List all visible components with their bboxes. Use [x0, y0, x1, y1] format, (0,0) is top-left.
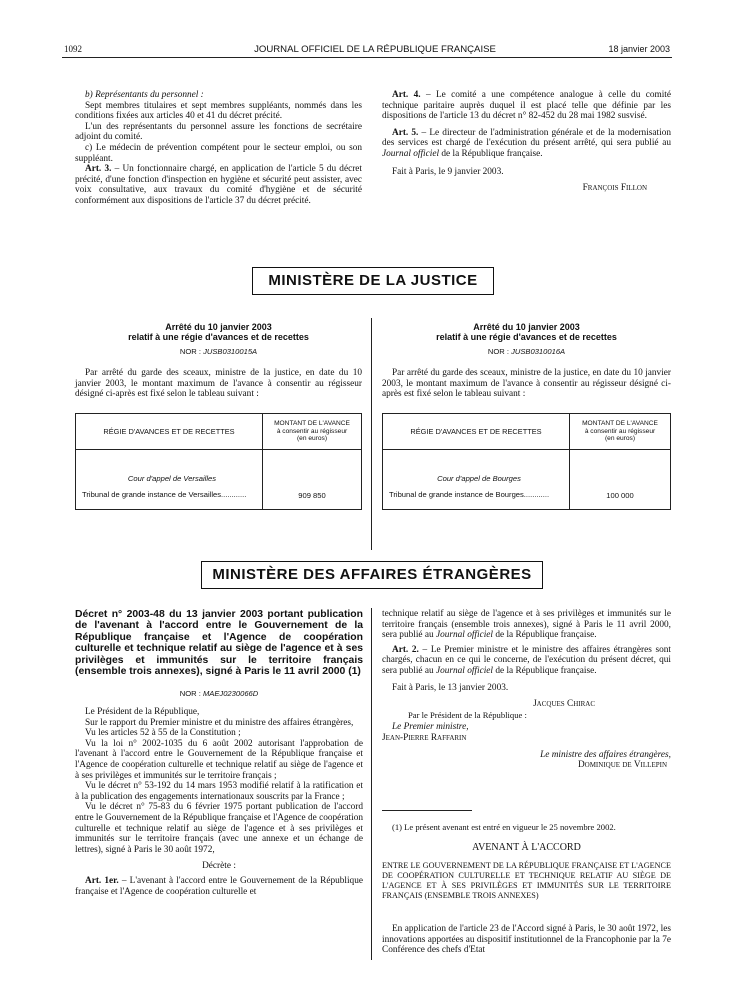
paragraph: L'un des représentants du personnel assure les fonctions de secrétaire adjoint du comité. [75, 121, 362, 143]
paragraph: Vu la loi n° 2002-1035 du 6 août 2002 autorisant l'approbation de l'avenant à l'accord entre le Gouvernement de la République française et l'Agence de coopération culturelle et technique relatif au siège de l'agence et à ses privilèges et immunités sur le territoire français ; [75, 738, 363, 781]
arrete-title-line: relatif à une régie d'avances et de recettes [436, 332, 617, 342]
nor-code: JUSB0310016A [511, 347, 566, 356]
tribunal-name: Tribunal de grande instance de Bourges............ [389, 490, 550, 499]
title-line: Le Premier ministre, [392, 722, 469, 733]
header-line: (en euros) [604, 435, 636, 443]
paragraph: c) Le médecin de prévention compétent pour le secteur emploi, ou son suppléant. [75, 142, 362, 164]
ministry-heading: MINISTÈRE DES AFFAIRES ÉTRANGÈRES [201, 561, 543, 589]
nor-label: NOR : [487, 347, 512, 356]
article-label: Art. 2. [392, 644, 419, 655]
arrete-title-line: relatif à une régie d'avances et de recettes [128, 332, 309, 342]
ministry-heading: MINISTÈRE DE LA JUSTICE [252, 267, 494, 295]
paragraph: Vu le décret n° 53-192 du 14 mars 1953 modifié relatif à la ratification et à la publication des engagements internationaux souscrits par la France ; [75, 781, 363, 802]
court-name: Cour d'appel de Versailles [127, 474, 217, 483]
avenant-body: En application de l'article 23 de l'Accord signé à Paris, le 30 août 1972, les innovations apportées au dispositif institutionnel de la Francophonie par la 7e Conférence des chefs d'Etat [382, 924, 671, 956]
decret-body [75, 707, 363, 897]
title-line: Le ministre des affaires étrangères, [540, 749, 671, 760]
article-text: de la République française. [439, 148, 543, 159]
signature: François Fillon [582, 183, 647, 194]
signature: Jean-Pierre Raffarin [382, 732, 467, 743]
arrete-body: Par arrêté du garde des sceaux, ministre de la justice, en date du 10 janvier 2003, le montant maximum de l'avance à consentir au régisseur désigné ci-après est fixé selon le tableau suivant : [75, 368, 362, 400]
journal-ref: Journal officiel [435, 665, 494, 676]
nor-label: NOR : [179, 347, 204, 356]
decret-right-column [382, 609, 671, 771]
paragraph: b) Représentants du personnel : [85, 90, 204, 100]
article-text: – L'avenant à l'accord entre le Gouvernement de la République française et l'Agence de coopération culturelle et [75, 875, 363, 897]
decrete: Décrète : [202, 861, 236, 872]
arrete-title [75, 322, 362, 342]
amount-cell: 909 850 [263, 450, 362, 510]
header-line: à consentir au régisseur [276, 427, 348, 435]
regie-table [382, 413, 671, 510]
fait-line: Fait à Paris, le 9 janvier 2003. [392, 166, 504, 177]
article-text: – Le comité a une compétence analogue à celle du comité technique paritaire auprès duquel il est placé telle que définie par les dispositions de l'article 13 du décret n° 82-452 du 28 mai 1982 susvisé. [382, 90, 671, 122]
paragraph: Le Président de la République, [85, 707, 200, 717]
amount-cell: 100 000 [570, 450, 671, 510]
continuation [382, 609, 671, 641]
article-label: Art. 3. [85, 164, 112, 175]
footnote: (1) Le présent avenant est entré en vigueur le 25 novembre 2002. [392, 822, 616, 832]
header-line: MONTANT DE L'AVANCE [582, 420, 658, 428]
article-label: Art. 5. [392, 127, 419, 138]
paragraph: Vu les articles 52 à 55 de la Constitution ; [85, 728, 241, 739]
top-left-column [75, 90, 362, 207]
table-cell [76, 450, 263, 510]
header-rule [62, 57, 672, 58]
nor-label: NOR : [179, 689, 203, 698]
article-text: – Le directeur de l'administration générale et de la modernisation des services est chargé de l'exécution du présent arrêté, qui sera publié au [382, 127, 671, 149]
text: de la République française. [493, 630, 597, 641]
nor-code: JUSB0310015A [203, 347, 258, 356]
table-header [263, 414, 362, 450]
arrete-title-line: Arrêté du 10 janvier 2003 [165, 322, 272, 332]
fait-line: Fait à Paris, le 13 janvier 2003. [392, 682, 509, 693]
header-line: (en euros) [296, 435, 328, 443]
paragraph: Vu le décret n° 75-83 du 6 février 1975 portant publication de l'accord entre le Gouvernement de la République française et l'Agence de coopération culturelle et technique relatif au siège de l'agence et à ses privilèges et immunités sur le territoire français (avec une annexe et un échange de lettres), signé à Paris le 30 août 1972, [75, 802, 363, 855]
avenant-subtitle: ENTRE LE GOUVERNEMENT DE LA RÉPUBLIQUE FRANÇAISE ET L'AGENCE DE COOPÉRATION CULTURELLE ET TECHNIQUE RELATIF AU SIÈGE DE L'AGENCE ET À SES PRIVILÈGES ET IMMUNITÉS SUR LE TERRITOIRE FRANÇAIS (ENSEMBLE TROIS ANNEXES) [382, 861, 671, 900]
footnote-rule [382, 810, 472, 811]
article-5 [382, 128, 671, 160]
nor-line [75, 689, 363, 698]
article-text: de la République française. [493, 665, 597, 676]
regie-table [75, 413, 362, 510]
header-line: à consentir au régisseur [584, 427, 656, 435]
article-1 [75, 876, 363, 897]
table-cell [383, 450, 570, 510]
paragraph: Sept membres titulaires et sept membres suppléants, nommés dans les conditions fixées aux articles 40 et 41 du décret précité. [75, 100, 362, 122]
court-name: Cour d'appel de Bourges [437, 474, 521, 483]
header-line: MONTANT DE L'AVANCE [274, 420, 350, 428]
journal-ref: Journal officiel [435, 630, 494, 641]
table-header [570, 414, 671, 450]
table-header: RÉGIE D'AVANCES ET DE RECETTES [76, 414, 263, 450]
decret-title: Décret n° 2003-48 du 13 janvier 2003 portant publication de l'avenant à l'accord entre le Gouvernement de la République française et l'Agence de coopération culturelle et technique relatif au siège de l'agence et à ses privilèges et immunités sur le territoire français (ensemble trois annexes), signé à Paris le 11 avril 2000 (1) [75, 609, 363, 678]
arrete-body: Par arrêté du garde des sceaux, ministre de la justice, en date du 10 janvier 2003, le montant maximum de l'avance à consentir au régisseur désigné ci-après est fixé selon le tableau suivant : [382, 368, 671, 400]
article-text: – Le Premier ministre et le ministre des affaires étrangères sont chargés, chacun en ce qui le concerne, de l'exécution du présent décret, qui sera publié au [382, 644, 672, 676]
nor-line [75, 347, 362, 356]
journal-title: JOURNAL OFFICIEL DE LA RÉPUBLIQUE FRANÇAISE [254, 44, 496, 55]
article-4 [382, 90, 671, 122]
column-divider [371, 318, 372, 550]
arrete-title [382, 322, 671, 342]
par-president: Par le Président de la République : [408, 709, 527, 720]
article-2 [382, 645, 671, 677]
signature: Jacques Chirac [533, 699, 595, 710]
article-label: Art. 4. [392, 90, 421, 100]
top-right-column [382, 90, 671, 194]
article-3 [75, 164, 362, 206]
header-date: 18 janvier 2003 [608, 44, 670, 54]
tribunal-name: Tribunal de grande instance de Versailles............ [82, 490, 247, 499]
article-text: – Un fonctionnaire chargé, en application de l'article 5 du décret précité, d'une fonction d'inspection en hygiène et sécurité peut assister, avec voix consultative, aux travaux du comité d'hygiène et de sécurité conformément aux dispositions de l'article 37 du décret précité. [75, 164, 363, 206]
column-divider [371, 608, 372, 960]
journal-ref: Journal officiel [382, 148, 440, 159]
nor-code: MAEJ0230066D [202, 689, 259, 698]
article-label: Art. 1er. [85, 875, 119, 886]
paragraph: Sur le rapport du Premier ministre et du ministre des affaires étrangères, [85, 717, 354, 728]
nor-line [382, 347, 671, 356]
text: technique relatif au siège de l'agence et à ses privilèges et immunités sur le territoire français (ensemble trois annexes), signé à Paris le 11 avril 2000, sera publié au [382, 609, 671, 641]
arrete-title-line: Arrêté du 10 janvier 2003 [473, 322, 580, 332]
avenant-title: AVENANT À L'ACCORD [472, 842, 581, 853]
signature: Dominique de Villepin [577, 760, 667, 771]
page-number: 1092 [64, 44, 82, 54]
table-header: RÉGIE D'AVANCES ET DE RECETTES [383, 414, 570, 450]
